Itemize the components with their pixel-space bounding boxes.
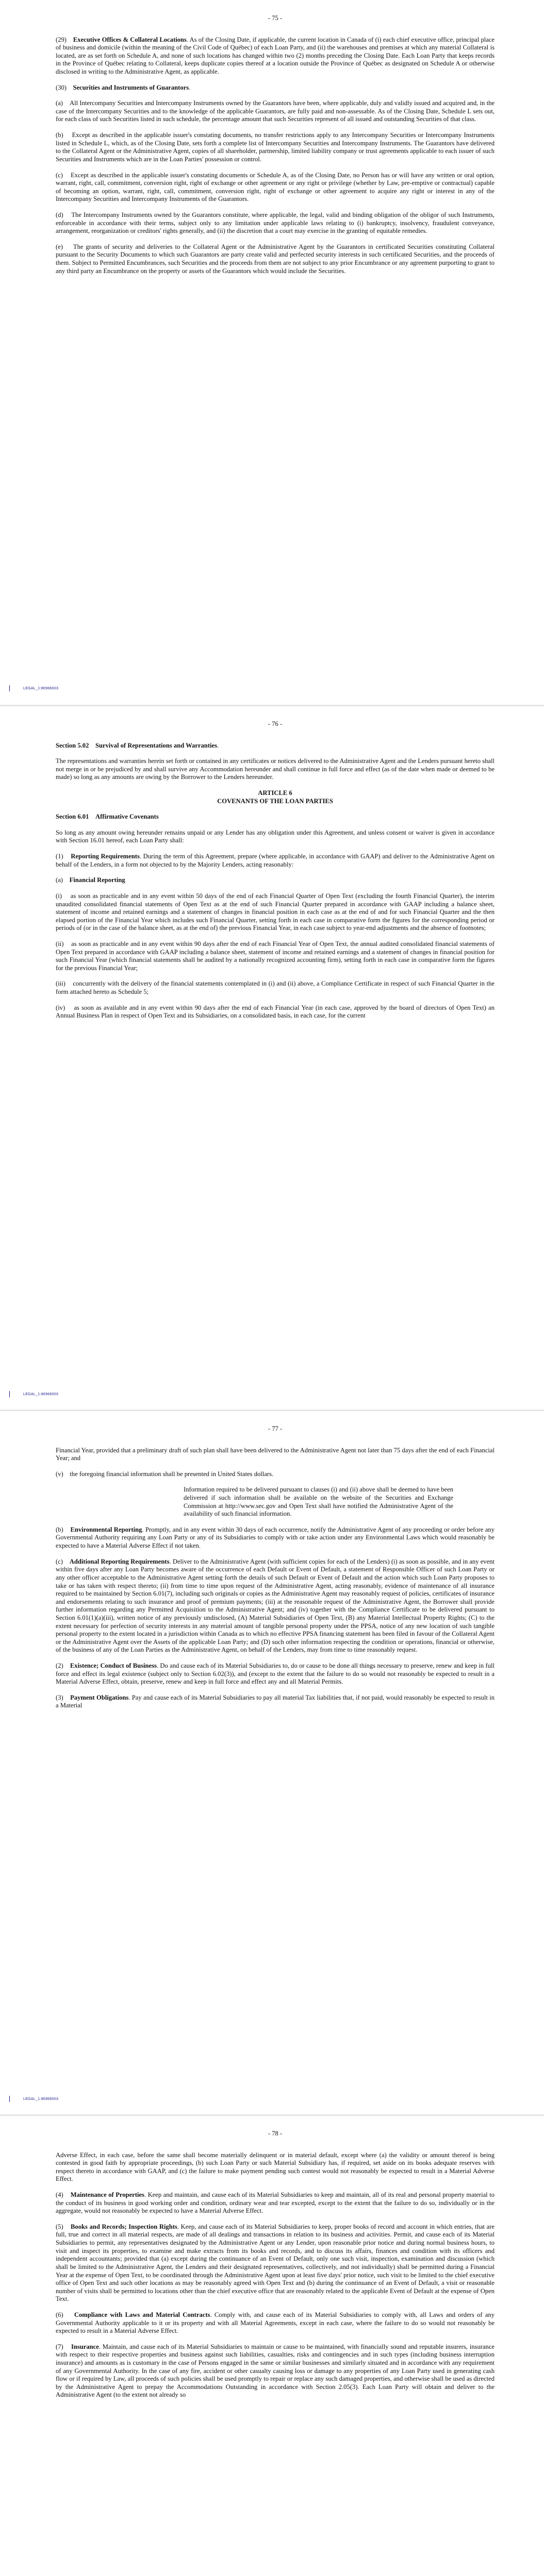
paragraph: (1) Reporting Requirements. During the term of this Agreement, prepare (where applicable, in accordance with GAAP) and deliver to the Administrative Agent on behalf of the Lenders, in a form not objected to by the Majority Lenders, acting reasonably: — [56, 853, 494, 868]
paragraph: (d) The Intercompany Instruments owned by the Guarantors constitute, where applicable, the legal, valid and binding obligation of the obligor of such Instruments, enforceable in accordance with their terms, subject only to any limitation under applicable laws relating to (i) bankruptcy, insolvency, fraudulent conveyance, arrangement, reorganization or creditors' rights generally, and (ii) the discretion that a court may exercise in the granting of equitable remedies. — [56, 211, 495, 235]
footer-doc-id: LEGAL_1:86966003 — [9, 1391, 58, 1397]
paragraph: (4) Maintenance of Properties. Keep and maintain, and cause each of its Material Subsidiaries to keep and maintain, all of its real and personal property material to the conduct of its business in good working order and condition, ordinary wear and tear excepted, except to the extent that the failure to do so, individually or in the aggregate, would not reasonably be expected to have a Material Adverse Effect. — [56, 2191, 494, 2215]
page-separator — [0, 705, 544, 706]
paragraph: (e) The grants of security and deliveries to the Collateral Agent or the Administrative Agent by the Guarantors in certificated Securities constituting Collateral pursuant to the Security Documents to which such Guarantors are party create valid and perfected security interests in such certificated Securities, and the proceeds of them. Subject to Permitted Encumbrances, such Securities and the proceeds from them are not subject to any prior Encumbrance or any agreement purporting to grant to any third party an Encumbrance on the property or assets of the Guarantors which would include the Securities. — [56, 243, 495, 275]
paragraph: (ii) as soon as practicable and in any event within 90 days after the end of each Financial Year of Open Text, the annual audited consolidated financial statements of Open Text prepared in accordance with GAAP including a balance sheet, statement of income and retained earnings and a statement of changes in financial position for such Financial Year (which financial statements shall be audited by a nationally recognized accounting firm), setting forth in each case in comparative form the figures for the previous Financial Year; — [56, 940, 495, 972]
paragraph: (c) Additional Reporting Requirements. Deliver to the Administrative Agent (with sufficient copies for each of the Lenders) (i) as soon as possible, and in any event within five days after any Loan Party becomes aware of the occurrence of each Default or Event of Default, a statement of Responsible Officer of such Loan Party or any other officer acceptable to the Administrative Agent setting forth the details of such Default or Event of Default and the action which such Loan Party proposes to take or has taken with respect thereto; (ii) from time to time upon request of the Administrative Agent, acting reasonably, evidence of maintenance of all insurance required to be maintained by Section 6.01(7), including such originals or copies as the Administrative Agent may reasonably request of policies, certificates of insurance and endorsements relating to such insurance and proof of premium payments; (iii) at the reasonable request of the Administrative Agent, the Borrower shall provide further information regarding any Permitted Acquisition to the Administrative Agent; and (iv) together with the Compliance Certificate to be delivered pursuant to Section 6.01(1)(a)(iii), written notice of any previously undisclosed, (A) Material Subsidiaries of Open Text, (B) any Material Intellectual Property Rights; (C) to the extent necessary for perfection of security interests in any material amount of tangible personal property under the PPSA, notice of any new location of such tangible personal property to the extent located in a jurisdiction within Canada as to which no effective PPSA financing statement has been filed in favour of the Collateral Agent or the Administrative Agent over the Assets of the applicable Loan Party; and (D) such other information respecting the condition or operations, financial or otherwise, of the business of any of the Loan Parties as the Administrative Agent, on behalf of the Lenders, may from time to time reasonably request. — [56, 1557, 494, 1654]
page-number: - 77 - — [268, 1425, 283, 1432]
paragraph: (3) Payment Obligations. Pay and cause each of its Material Subsidiaries to pay all material Tax liabilities that, if not paid, would reasonably be expected to result in a Material — [56, 1693, 494, 1709]
page-number: - 76 - — [268, 720, 283, 727]
paragraph: Financial Year, provided that a preliminary draft of such plan shall have been delivered to the Administrative Agent not later than 75 days after the end of each Financial Year; and — [56, 1446, 494, 1462]
paragraph: (5) Books and Records; Inspection Rights. Keep, and cause each of its Material Subsidiaries to keep, proper books of record and account in which entries, that are full, true and correct in all material respects, are made of all dealings and transactions in relation to its business and activities. Permit, and cause each of its Material Subsidiaries to permit, any representatives designated by the Administrative Agent or any Lender, upon reasonable prior notice and during normal business hours, to visit and inspect its properties, to examine and make extracts from its books and records, and to discuss its affairs, finances and condition with its officers and independent accountants; provided that (a) except during the continuance of an Event of Default, only one such visit, inspection, examination and discussion (which shall be limited to the Administrative Agent, the Lenders and their designated representatives, collectively, and not individually) shall be permitted during a Financial Year at the expense of Open Text, to be coordinated through the Administrative Agent upon at least five days' prior notice, such visit to be limited to the chief executive office of Open Text and such other locations as may be reasonably agreed with Open Text and (b) during the continuance of an Event of Default, a visit or reasonable number of visits shall be permitted to locations other than the chief executive office that are reasonably related to the applicable Event of Default at the expense of Open Text. — [56, 2223, 495, 2303]
paragraph: (i) as soon as practicable and in any event within 50 days of the end of each Financial Quarter of Open Text (excluding the fourth Financial Quarter), the interim unaudited consolidated financial statements of Open Text as at the end of such Financial Quarter prepared in accordance with GAAP including a balance sheet, statement of income and retained earnings and a statement of changes in financial position in each case as at the end of and for such Financial Quarter and the then elapsed portion of the Financial Year which includes such Financial Quarter, setting forth in each case in comparative form the figures for the corresponding period or periods of (or in the case of the balance sheet, as at the end of) the previous Financial Year, in each case subject to year-end adjustments and the absence of footnotes; — [56, 892, 495, 932]
paragraph: (c) Except as described in the applicable issuer's constating documents or Schedule A, as of the Closing Date, no Person has or will have any written or oral option, warrant, right, call, commitment, conversion right, right of exchange or other agreement or any right or privilege (whether by Law, pre-emptive or contractual) capable of becoming an option, warrant, right, call, commitment, conversion right, right of exchange or other agreement to acquire any right or interest in any of the Intercompany Securities and Intercompany Instruments of the Guarantors. — [56, 171, 495, 203]
page-77 — [0, 1425, 544, 1718]
article-title: COVENANTS OF THE LOAN PARTIES — [217, 797, 333, 805]
footer-doc-id: LEGAL_1:86966003 — [9, 2096, 58, 2102]
page-number: - 78 - — [268, 2130, 283, 2137]
paragraph: (b) Environmental Reporting. Promptly, and in any event within 30 days of each occurrence, notify the Administrative Agent of any proceeding or order before any Governmental Authority requiring any Loan Party or any of its Subsidiaries to comply with or take action under any Environmental Laws which would reasonably be expected to have a Material Adverse Effect if not taken. — [56, 1526, 495, 1550]
paragraph: (v) the foregoing financial information shall be presented in United States dollars. — [56, 1470, 274, 1478]
paragraph: (29) Executive Offices & Collateral Locations. As of the Closing Date, if applicable, the current location in Canada of (i) each chief executive office, principal place of business and domicile (within the meaning of the Civil Code of Québec) of each Loan Party, and (ii) the warehouses and premises at which any material Collateral is located, are as set forth on Schedule A, and none of such locations has changed within two (2) months preceding the Closing Date. Each Loan Party that keeps records in the Province of Québec relating to Collateral, keeps duplicate copies thereof at a location outside the Province of Québec as designated on Schedule A or otherwise disclosed in writing to the Administrative Agent, as applicable. — [56, 36, 495, 76]
section-heading: Section 6.01 Affirmative Covenants — [56, 813, 159, 821]
page-75 — [0, 14, 544, 283]
paragraph: (b) Except as described in the applicable issuer's constating documents, no transfer restrictions apply to any Intercompany Securities or Intercompany Instruments listed in Schedule L, which, as of the Closing Date, sets forth a complete list of Intercompany Securities and Intercompany Instruments. The Guarantors have delivered to the Collateral Agent or the Administrative Agent, copies of all shareholder, partnership, limited liability company or trust agreements applicable to each issuer of such Securities and Instruments which are in the Loan Parties' possession or control. — [56, 131, 494, 163]
page-76 — [0, 720, 544, 1028]
paragraph: Adverse Effect, in each case, before the same shall become materially delinquent or in material default, except where (a) the validity or amount thereof is being contested in good faith by appropriate proceedings, (b) such Loan Party or such Material Subsidiary has, if required, set aside on its books adequate reserves with respect thereto in accordance with GAAP, and (c) the failure to make payment pending such contest would not reasonably be expected to result in a Material Adverse Effect. — [56, 2151, 494, 2183]
paragraph: (7) Insurance. Maintain, and cause each of its Material Subsidiaries to maintain or cause to be maintained, with financially sound and reputable insurers, insurance with respect to their respective properties and business against such liabilities, casualties, risks and contingencies and in such types (including business interruption insurance) and amounts as is customary in the case of Persons engaged in the same or similar businesses and similarly situated and in accordance with any requirement of any Governmental Authority. In the case of any fire, accident or other casualty causing loss or damage to any properties of any Loan Party used in generating cash flow or if required by Law, all proceeds of such policies shall be used promptly to repair or replace any such damaged properties, and otherwise shall be used as directed by the Administrative Agent to prepay the Accommodations Outstanding in accordance with Section 2.05(3). Each Loan Party will obtain and deliver to the Administrative Agent (to the extent not already so — [56, 2343, 494, 2399]
paragraph: Information required to be delivered pursuant to clauses (i) and (ii) above shall be deemed to have been delivered if such information shall be available on the website of the Securities and Exchange Commission at http://www.sec.gov and Open Text shall have notified the Administrative Agent of the availability of such financial information. — [184, 1486, 453, 1518]
paragraph: (30) Securities and Instruments of Guarantors. — [56, 83, 191, 91]
page-separator — [0, 2114, 544, 2116]
paragraph: (a) Financial Reporting — [56, 876, 125, 884]
page-separator — [0, 1410, 544, 1411]
paragraph: So long as any amount owing hereunder remains unpaid or any Lender has any obligation under this Agreement, and unless consent or waiver is given in accordance with Section 16.01 hereof, each Loan Party shall: — [56, 828, 494, 844]
paragraph: (6) Compliance with Laws and Material Contracts. Comply with, and cause each of its Material Subsidiaries to comply with, all Laws and orders of any Governmental Authority applicable to it or its property and with all Material Agreements, except in each case, where the failure to do so would not reasonably be expected to result in a Material Adverse Effect. — [56, 2311, 495, 2335]
article-number: ARTICLE 6 — [258, 789, 292, 797]
footer-doc-id: LEGAL_1:86966003 — [9, 685, 58, 691]
paragraph: (a) All Intercompany Securities and Intercompany Instruments owned by the Guarantors have been, where applicable, duly and validly issued and acquired and, in the case of the Intercompany Securities and to the knowledge of the applicable Guarantors, are fully paid and non-assessable. As of the Closing Date, Schedule L sets out, for each class of such Securities listed in such schedule, the percentage amount that such Securities represent of all issued and outstanding Securities of that class. — [56, 99, 495, 123]
page-number: - 75 - — [268, 14, 283, 22]
section-heading: Section 5.02 Survival of Representations and Warranties. — [56, 741, 219, 749]
page-78 — [0, 2130, 544, 2407]
paragraph: The representations and warranties herein set forth or contained in any certificates or notices delivered to the Administrative Agent and the Lenders pursuant hereto shall not merge in or be prejudiced by and shall survive any Accommodation hereunder and shall continue in full force and effect (as of the date when made or deemed to be made) so long as any amounts are owing by the Borrower to the Lenders hereunder. — [56, 757, 494, 781]
paragraph: (2) Existence; Conduct of Business. Do and cause each of its Material Subsidiaries to, do or cause to be done all things necessary to preserve, renew and keep in full force and effect its legal existence (subject only to Section 6.02(3)), and (except to the extent that the failure to do so would not reasonably be expected to result in a Material Adverse Effect, obtain, preserve, renew and keep in full force and effect any and all Material Permits. — [56, 1662, 494, 1686]
paragraph: (iii) concurrently with the delivery of the financial statements contemplated in (i) and (ii) above, a Compliance Certificate in respect of such Financial Quarter in the form attached hereto as Schedule 5; — [56, 980, 494, 996]
paragraph: (iv) as soon as available and in any event within 90 days after the end of each Financial Year (in each case, approved by the board of directors of Open Text) an Annual Business Plan in respect of Open Text and its Subsidiaries, on a consolidated basis, in each case, for the current — [56, 1004, 495, 1020]
